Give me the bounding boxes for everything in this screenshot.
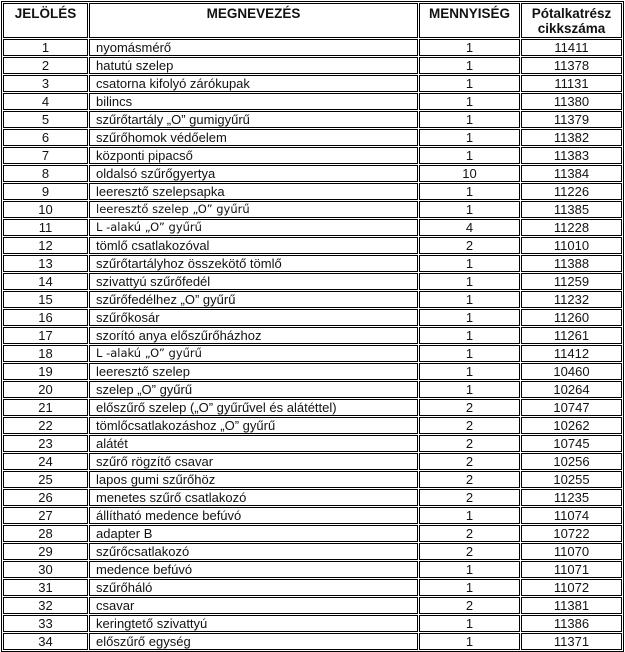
row-marking-number: 12 — [3, 237, 88, 254]
row-part-name: csatorna kifolyó zárókupak — [89, 75, 418, 92]
row-part-number: 11381 — [521, 597, 622, 614]
row-marking-number: 17 — [3, 327, 88, 344]
table-row — [3, 129, 622, 146]
row-marking-number: 21 — [3, 399, 88, 416]
header-mennyiseg: MENNYISÉG — [419, 3, 520, 38]
row-part-number: 11386 — [521, 615, 622, 632]
row-quantity: 2 — [419, 399, 520, 416]
row-marking-number: 26 — [3, 489, 88, 506]
row-part-number: 10747 — [521, 399, 622, 416]
table-row — [3, 291, 622, 308]
row-quantity: 1 — [419, 57, 520, 74]
row-part-name: előszűrő egység — [89, 633, 418, 650]
row-part-number: 11378 — [521, 57, 622, 74]
row-marking-number: 13 — [3, 255, 88, 272]
row-part-name: szűrőcsatlakozó — [89, 543, 418, 560]
row-part-name: bilincs — [89, 93, 418, 110]
table-row — [3, 111, 622, 128]
row-part-number: 11228 — [521, 219, 622, 236]
table-row — [3, 255, 622, 272]
row-part-name: leeresztő szelep „O” gyűrű — [89, 201, 418, 218]
row-part-number: 11235 — [521, 489, 622, 506]
header-jeloles: JELÖLÉS — [3, 3, 88, 38]
row-part-number: 10256 — [521, 453, 622, 470]
table-row — [3, 237, 622, 254]
row-part-number: 11072 — [521, 579, 622, 596]
row-marking-number: 18 — [3, 345, 88, 362]
row-part-number: 11074 — [521, 507, 622, 524]
row-marking-number: 31 — [3, 579, 88, 596]
table-row — [3, 633, 622, 650]
row-quantity: 1 — [419, 147, 520, 164]
row-part-name: adapter B — [89, 525, 418, 542]
row-marking-number: 29 — [3, 543, 88, 560]
table-row — [3, 489, 622, 506]
row-part-name: szorító anya előszűrőházhoz — [89, 327, 418, 344]
row-part-name: hatutú szelep — [89, 57, 418, 74]
table-row — [3, 165, 622, 182]
row-part-number: 10745 — [521, 435, 622, 452]
row-marking-number: 25 — [3, 471, 88, 488]
table-row — [3, 453, 622, 470]
row-quantity: 1 — [419, 39, 520, 56]
row-part-number: 11259 — [521, 273, 622, 290]
table-row — [3, 201, 622, 218]
table-row — [3, 93, 622, 110]
row-marking-number: 14 — [3, 273, 88, 290]
row-part-number: 10262 — [521, 417, 622, 434]
parts-table-body — [3, 39, 622, 650]
row-part-name: menetes szűrő csatlakozó — [89, 489, 418, 506]
table-row — [3, 471, 622, 488]
row-part-number: 10264 — [521, 381, 622, 398]
header-potalkatresz: Pótalkatrész cikkszáma — [521, 3, 622, 38]
row-quantity: 1 — [419, 507, 520, 524]
row-part-number: 11260 — [521, 309, 622, 326]
row-marking-number: 4 — [3, 93, 88, 110]
row-part-name: L -alakú „O” gyűrű — [89, 219, 418, 236]
row-part-number: 11226 — [521, 183, 622, 200]
row-part-number: 11382 — [521, 129, 622, 146]
row-marking-number: 19 — [3, 363, 88, 380]
row-quantity: 2 — [419, 417, 520, 434]
table-row — [3, 399, 622, 416]
row-quantity: 1 — [419, 633, 520, 650]
row-part-name: állítható medence befúvó — [89, 507, 418, 524]
row-part-number: 10460 — [521, 363, 622, 380]
table-row — [3, 597, 622, 614]
row-part-name: szűrőkosár — [89, 309, 418, 326]
row-part-number: 10722 — [521, 525, 622, 542]
row-marking-number: 22 — [3, 417, 88, 434]
row-part-name: keringtető szivattyú — [89, 615, 418, 632]
row-quantity: 1 — [419, 615, 520, 632]
row-marking-number: 5 — [3, 111, 88, 128]
row-quantity: 1 — [419, 201, 520, 218]
row-part-number: 11383 — [521, 147, 622, 164]
table-row — [3, 561, 622, 578]
row-quantity: 1 — [419, 381, 520, 398]
row-quantity: 2 — [419, 453, 520, 470]
row-marking-number: 32 — [3, 597, 88, 614]
row-quantity: 1 — [419, 309, 520, 326]
row-part-number: 11070 — [521, 543, 622, 560]
row-part-number: 11131 — [521, 75, 622, 92]
row-part-name: leeresztő szelep — [89, 363, 418, 380]
row-part-number: 10255 — [521, 471, 622, 488]
table-row — [3, 417, 622, 434]
row-quantity: 2 — [419, 489, 520, 506]
row-part-name: szűrőtartályhoz összekötő tömlő — [89, 255, 418, 272]
row-part-name: leeresztő szelepsapka — [89, 183, 418, 200]
row-quantity: 1 — [419, 345, 520, 362]
row-marking-number: 34 — [3, 633, 88, 650]
row-marking-number: 16 — [3, 309, 88, 326]
row-quantity: 2 — [419, 525, 520, 542]
table-row — [3, 507, 622, 524]
row-quantity: 2 — [419, 597, 520, 614]
table-row — [3, 309, 622, 326]
table-row — [3, 219, 622, 236]
row-part-number: 11384 — [521, 165, 622, 182]
row-part-number: 11379 — [521, 111, 622, 128]
row-marking-number: 7 — [3, 147, 88, 164]
table-row — [3, 579, 622, 596]
row-marking-number: 9 — [3, 183, 88, 200]
row-marking-number: 30 — [3, 561, 88, 578]
row-part-name: lapos gumi szűrőhöz — [89, 471, 418, 488]
table-row — [3, 345, 622, 362]
row-marking-number: 24 — [3, 453, 88, 470]
table-row — [3, 147, 622, 164]
row-marking-number: 2 — [3, 57, 88, 74]
header-megnevezes: MEGNEVEZÉS — [89, 3, 418, 38]
row-marking-number: 11 — [3, 219, 88, 236]
row-marking-number: 1 — [3, 39, 88, 56]
table-row — [3, 327, 622, 344]
row-part-number: 11411 — [521, 39, 622, 56]
row-quantity: 1 — [419, 291, 520, 308]
parts-table-header — [3, 3, 622, 38]
row-part-name: L -alakú „O” gyűrű — [89, 345, 418, 362]
table-row — [3, 381, 622, 398]
row-part-number: 11232 — [521, 291, 622, 308]
row-quantity: 10 — [419, 165, 520, 182]
table-row — [3, 615, 622, 632]
row-quantity: 2 — [419, 543, 520, 560]
row-part-name: oldalsó szűrőgyertya — [89, 165, 418, 182]
row-marking-number: 6 — [3, 129, 88, 146]
row-marking-number: 15 — [3, 291, 88, 308]
row-part-number: 11385 — [521, 201, 622, 218]
row-quantity: 2 — [419, 237, 520, 254]
row-quantity: 1 — [419, 183, 520, 200]
parts-table — [1, 1, 624, 652]
row-part-name: tömlőcsatlakozáshoz „O” gyűrű — [89, 417, 418, 434]
row-part-number: 11380 — [521, 93, 622, 110]
row-quantity: 1 — [419, 327, 520, 344]
row-part-name: tömlő csatlakozóval — [89, 237, 418, 254]
table-row — [3, 75, 622, 92]
row-quantity: 1 — [419, 93, 520, 110]
row-part-name: nyomásmérő — [89, 39, 418, 56]
row-quantity: 1 — [419, 363, 520, 380]
row-part-number: 11010 — [521, 237, 622, 254]
row-marking-number: 10 — [3, 201, 88, 218]
row-part-name: alátét — [89, 435, 418, 452]
row-quantity: 1 — [419, 129, 520, 146]
row-quantity: 1 — [419, 255, 520, 272]
table-row — [3, 543, 622, 560]
table-row — [3, 57, 622, 74]
table-row — [3, 363, 622, 380]
row-quantity: 1 — [419, 579, 520, 596]
row-quantity: 2 — [419, 435, 520, 452]
row-part-number: 11371 — [521, 633, 622, 650]
row-part-name: csavar — [89, 597, 418, 614]
row-marking-number: 3 — [3, 75, 88, 92]
row-part-name: szelep „O” gyűrű — [89, 381, 418, 398]
row-part-number: 11412 — [521, 345, 622, 362]
row-part-number: 11071 — [521, 561, 622, 578]
row-quantity: 1 — [419, 75, 520, 92]
row-part-name: szűrőtartály „O” gumigyűrű — [89, 111, 418, 128]
row-part-name: szivattyú szűrőfedél — [89, 273, 418, 290]
row-part-name: szűrő rögzítő csavar — [89, 453, 418, 470]
row-part-name: szűrőfedélhez „O” gyűrű — [89, 291, 418, 308]
row-marking-number: 8 — [3, 165, 88, 182]
row-quantity: 1 — [419, 111, 520, 128]
row-part-name: előszűrő szelep („O” gyűrűvel és alátéttel) — [89, 399, 418, 416]
row-marking-number: 23 — [3, 435, 88, 452]
row-quantity: 2 — [419, 471, 520, 488]
row-marking-number: 27 — [3, 507, 88, 524]
table-row — [3, 273, 622, 290]
row-quantity: 1 — [419, 561, 520, 578]
row-part-name: központi pipacső — [89, 147, 418, 164]
row-part-number: 11388 — [521, 255, 622, 272]
row-part-name: medence befúvó — [89, 561, 418, 578]
row-marking-number: 28 — [3, 525, 88, 542]
row-part-name: szűrőháló — [89, 579, 418, 596]
table-row — [3, 525, 622, 542]
row-part-name: szűrőhomok védőelem — [89, 129, 418, 146]
row-quantity: 4 — [419, 219, 520, 236]
table-row — [3, 39, 622, 56]
table-row — [3, 435, 622, 452]
table-row — [3, 183, 622, 200]
row-part-number: 11261 — [521, 327, 622, 344]
row-marking-number: 20 — [3, 381, 88, 398]
row-marking-number: 33 — [3, 615, 88, 632]
row-quantity: 1 — [419, 273, 520, 290]
header-row — [3, 3, 622, 38]
